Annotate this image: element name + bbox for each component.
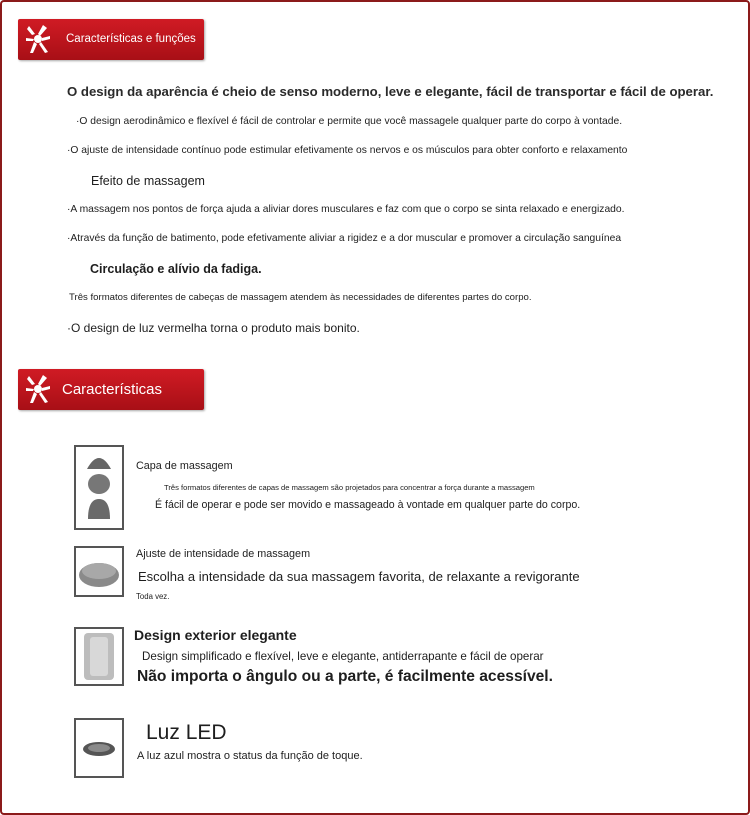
massage-caps-icon	[74, 445, 124, 530]
feature-description: Três formatos diferentes de capas de massagem são projetados para concentrar a força durante a massagem	[164, 483, 535, 492]
feature-title: Design exterior elegante	[134, 627, 297, 643]
feature-line: ·Através da função de batimento, pode efetivamente aliviar a rigidez e a dor muscular e promover a circulação sanguínea	[67, 233, 622, 244]
section-banner-features-functions	[18, 19, 204, 60]
brand-logo-icon	[23, 372, 53, 407]
section-heading: Características	[62, 381, 163, 398]
feature-line: ·O ajuste de intensidade contínuo pode estimular efetivamente os nervos e os músculos para obter conforto e relaxamento	[67, 145, 628, 156]
feature-title: Luz LED	[146, 721, 227, 744]
exterior-design-icon	[74, 627, 124, 686]
feature-title: Capa de massagem	[136, 460, 233, 472]
brand-logo-icon	[23, 22, 53, 57]
feature-description: Design simplificado e flexível, leve e elegante, antiderrapante e fácil de operar	[142, 650, 544, 663]
feature-description: Escolha a intensidade da sua massagem favorita, de relaxante a revigorante	[138, 569, 580, 584]
feature-title: Ajuste de intensidade de massagem	[136, 548, 311, 560]
intensity-icon	[74, 546, 124, 597]
feature-line: ·O design de luz vermelha torna o produto mais bonito.	[67, 321, 360, 335]
section-heading: Características e funções	[66, 33, 196, 45]
feature-description: Não importa o ângulo ou a parte, é facilmente acessível.	[137, 668, 553, 685]
led-light-icon	[74, 718, 124, 778]
subheading: Efeito de massagem	[91, 174, 205, 188]
feature-line: Três formatos diferentes de cabeças de massagem atendem às necessidades de diferentes partes do corpo.	[69, 292, 532, 303]
feature-line: ·A massagem nos pontos de força ajuda a aliviar dores musculares e faz com que o corpo se sinta relaxado e energizado.	[67, 204, 625, 215]
feature-description: A luz azul mostra o status da função de toque.	[137, 750, 363, 762]
feature-line: ·O design aerodinâmico e flexível é fácil de controlar e permite que você massagele qualquer parte do corpo à vontade.	[76, 116, 623, 127]
feature-description: É fácil de operar e pode ser movido e massageado à vontade em qualquer parte do corpo.	[155, 499, 581, 511]
intro-text: O design da aparência é cheio de senso moderno, leve e elegante, fácil de transportar e fácil de operar.	[67, 84, 714, 99]
subheading: Circulação e alívio da fadiga.	[90, 262, 262, 276]
feature-description: Toda vez.	[136, 592, 170, 601]
section-banner-features	[18, 369, 204, 410]
